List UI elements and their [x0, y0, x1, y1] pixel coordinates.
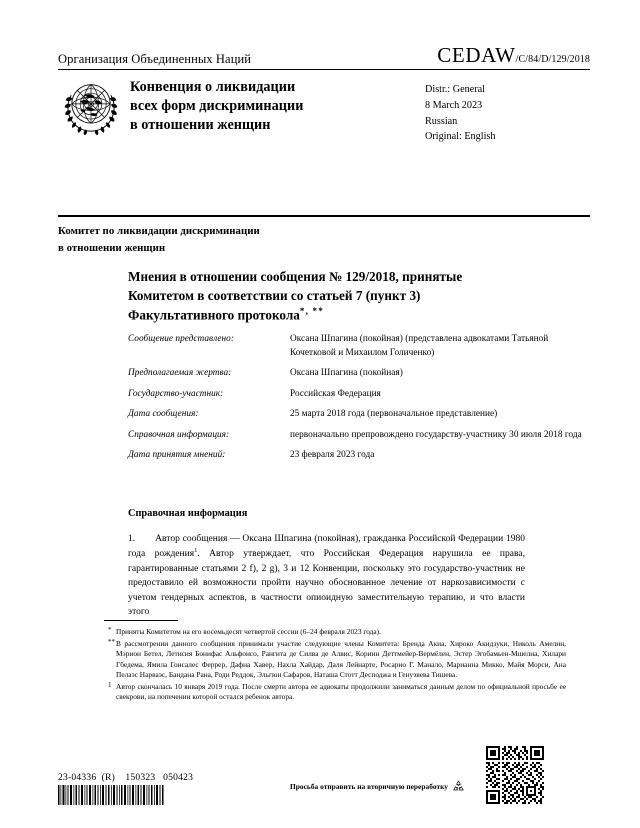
recycling-notice: [290, 779, 466, 794]
table-row: [128, 388, 590, 402]
footer-date-2: 050423: [163, 772, 194, 783]
paragraph-text-part-1: Автор сообщения — Оксана Шпагина (покойная), гражданка Российской Федерации 1980 года рождения: [128, 534, 525, 560]
document-title-line-1: Мнения в отношении сообщения № 129/2018, принятые: [128, 269, 463, 284]
convention-title-line-2: всех форм дискриминации: [130, 97, 304, 114]
job-number: 23-04336 (R): [58, 772, 115, 783]
document-title-line-3: [128, 305, 528, 325]
un-emblem-icon: [60, 79, 122, 135]
section-heading: Справочная информация: [128, 508, 248, 519]
distribution-date: 8 March 2023: [425, 99, 483, 111]
masthead-rule: [58, 69, 590, 70]
distribution-block: [425, 77, 590, 145]
document-symbol-main: CEDAW: [437, 43, 516, 67]
case-metadata-table: [128, 333, 590, 470]
masthead: [58, 40, 590, 145]
recycle-icon: [451, 779, 466, 794]
document-title-line-3-text: Факультативного протокола: [128, 307, 300, 323]
convention-title: [130, 77, 419, 145]
meta-value: первоначально препровождено государству-участнику 30 июля 2018 года: [290, 429, 582, 440]
convention-title-line-3: в отношении женщин: [130, 116, 271, 133]
meta-value: Российская Федерация: [290, 388, 381, 399]
table-row: [128, 367, 590, 381]
document-symbol-suffix: /C/84/D/129/2018: [515, 54, 590, 65]
distribution-original: Original: English: [425, 131, 496, 143]
distribution-language: Russian: [425, 115, 458, 127]
table-row: [128, 429, 590, 443]
paragraph-number: 1.: [128, 534, 136, 544]
footnote-text: В рассмотрении данного сообщения принимали участие следующие члены Комитета: Бренда Акиа, Хироко Акидзуки, Николь Амелин, Мэрион Бетел, Летисия Бонифас Альфонсо, Рангита де Силва де Алвис, Коринн Деттмейер-Вермёлен, Эстер Эгобамьен-Мшелиа, Хилари Гбедема, Ямила Гонсалес Феррер, Дафна Хавер, Нахла Хайдар, Даля Лейнарте, Росарио Г. Манало, Марианна Микко, Майя Морси, Ана Пелаэс Нарваэс, Бандана Рана, Роди Реддок, Эльгюн Сафаров, Наташа Стотт Десподжа и Генуэвева Тишева.: [116, 638, 566, 679]
committee-name-line-1: Комитет по ликвидации дискриминации: [58, 225, 260, 237]
meta-label: Сообщение представлено:: [128, 334, 234, 344]
footnote-item: [104, 639, 566, 681]
table-row: [128, 408, 590, 422]
footer-date-1: 150323: [125, 772, 156, 783]
footnotes-block: [104, 627, 566, 704]
table-row: [128, 333, 590, 361]
qr-code: [486, 746, 544, 804]
footnote-text: Автор скончалась 10 января 2019 года. После смерти автора ее адвокаты продолжили заниматься данным делом по официальной просьбе ее свекрови, на попечении которой остался ребенок автора.: [116, 681, 566, 701]
committee-name: [58, 223, 478, 256]
document-title: [128, 268, 528, 326]
meta-value: Оксана Шпагина (покойная) (представлена адвокатами Татьяной Кочетковой и Михаилом Голиченко): [290, 334, 549, 358]
footnote-text: Приняты Комитетом на его восемьдесят четвертой сессии (6–24 февраля 2023 года).: [116, 627, 381, 636]
footer-job-number: [58, 772, 193, 783]
meta-label: Справочная информация:: [128, 429, 230, 440]
distribution-type: Distr.: General: [425, 84, 485, 95]
paragraph-text-part-2: . Автор утверждает, что Российская Федерация нарушила ее права, гарантированные статьями 2 f), 2 g), 3 и 12 Конвенции, поскольку это государство-участник не предоставило ей возможности пройти научно обоснованное лечение от наркозависимости с учетом гендерных аспектов, в частности опиоидную заместительную терапию, и что власти этого: [128, 549, 525, 618]
meta-label: Дата принятия мнений:: [128, 450, 226, 461]
footnote-item: [104, 682, 566, 703]
footnote-reference-1[interactable]: 1: [194, 547, 198, 555]
meta-value: 23 февраля 2023 года: [290, 450, 375, 461]
meta-value: 25 марта 2018 года (первоначальное представление): [290, 409, 498, 420]
convention-title-line-1: Конвенция о ликвидации: [130, 79, 296, 95]
barcode: [58, 785, 165, 805]
meta-value: Оксана Шпагина (покойная): [290, 368, 403, 379]
recycling-notice-text: Просьба отправить на вторичную переработку: [290, 782, 448, 791]
masthead-top-row: [58, 40, 590, 66]
organization-name: Организация Объединенных Наций: [58, 51, 252, 66]
document-title-line-2: Комитетом в соответствии со статьей 7 (пункт 3): [128, 287, 421, 303]
meta-label: Предполагаемая жертва:: [128, 368, 232, 379]
meta-label: Государство-участник:: [128, 388, 224, 399]
meta-label: Дата сообщения:: [128, 409, 199, 420]
footnote-marker: 1: [108, 680, 112, 689]
footnote-item: [104, 627, 566, 638]
document-title-footnote-markers: *, **: [299, 306, 324, 317]
footnote-separator-rule: [104, 620, 178, 621]
section-divider-rule: [58, 215, 590, 217]
body-paragraph-1: [128, 532, 525, 620]
table-row: [128, 449, 590, 463]
document-symbol: [437, 45, 590, 66]
masthead-body: [58, 77, 590, 145]
footnote-marker: *: [108, 626, 112, 634]
committee-name-line-2: в отношении женщин: [58, 241, 166, 254]
footnote-marker: **: [108, 637, 116, 646]
